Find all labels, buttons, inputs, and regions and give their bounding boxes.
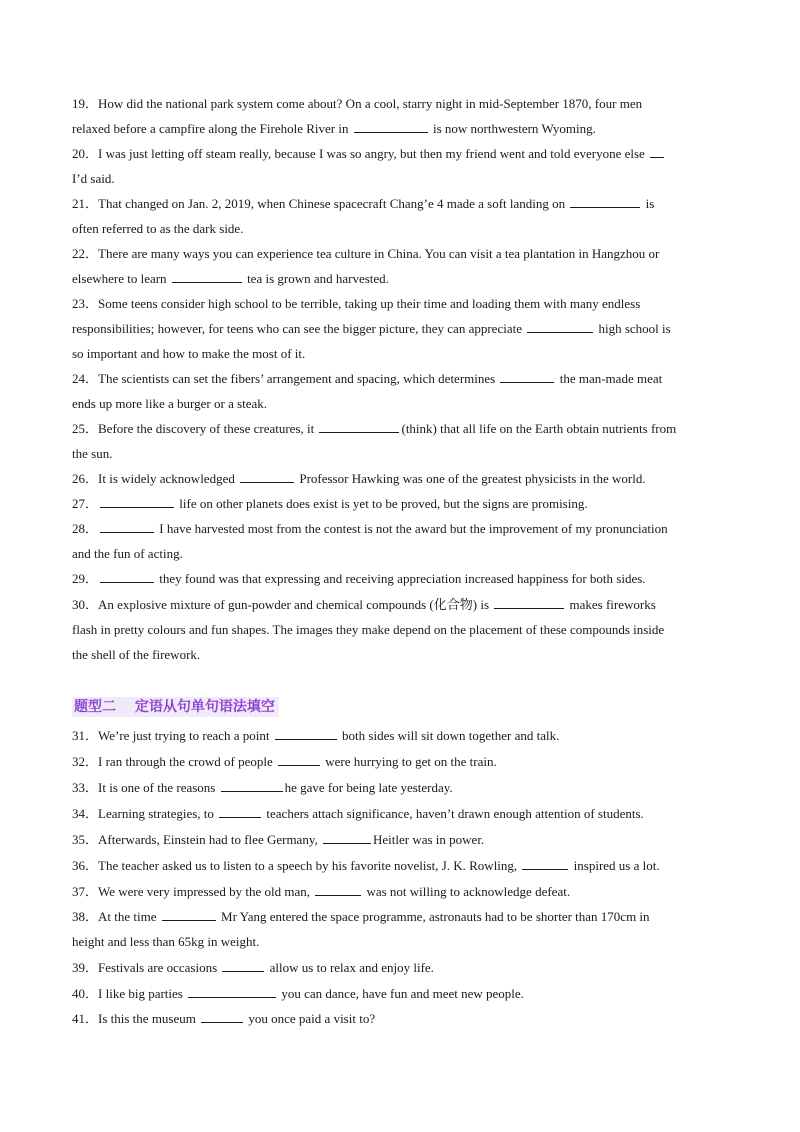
q21-number: 21． xyxy=(72,196,99,211)
q34-blank[interactable] xyxy=(219,806,261,818)
q27-blank[interactable] xyxy=(100,496,174,508)
q25-number: 25． xyxy=(72,421,99,436)
q41-line-1: 41．Is this the museum you once paid a visit to? xyxy=(72,1011,376,1026)
q20-number: 20． xyxy=(72,146,99,161)
q36-number: 36． xyxy=(72,858,99,873)
q32-number: 32． xyxy=(72,754,99,769)
q23-number: 23． xyxy=(72,296,99,311)
q37-line-1: 37．We were very impressed by the old man, was not willing to acknowledge defeat. xyxy=(72,884,571,899)
q37-blank[interactable] xyxy=(315,884,361,896)
q39-line-1: 39．Festivals are occasions allow us to relax and enjoy life. xyxy=(72,960,434,975)
q30-line-2: flash in pretty colours and fun shapes. The images they make depend on the placement of these compounds inside xyxy=(72,622,665,637)
q23-line-3: so important and how to make the most of it. xyxy=(72,346,306,361)
q27-number: 27． xyxy=(72,496,99,511)
q22-line-2: elsewhere to learn tea is grown and harvested. xyxy=(72,271,389,286)
q29-number: 29． xyxy=(72,571,99,586)
q36-line-1: 36．The teacher asked us to listen to a speech by his favorite novelist, J. K. Rowling, inspired us a lot. xyxy=(72,858,660,873)
q41-blank[interactable] xyxy=(201,1011,243,1023)
q28-line-2: and the fun of acting. xyxy=(72,546,183,561)
q33-blank[interactable] xyxy=(221,780,283,792)
q38-blank[interactable] xyxy=(162,909,216,921)
q32-line-1: 32．I ran through the crowd of people were hurrying to get on the train. xyxy=(72,754,497,769)
q24-line-2: ends up more like a burger or a steak. xyxy=(72,396,268,411)
q38-line-1: 38．At the time Mr Yang entered the space programme, astronauts had to be shorter than 170cm in xyxy=(72,909,650,924)
q22-line-1: 22．There are many ways you can experience tea culture in China. You can visit a tea plantation in Hangzhou or xyxy=(72,246,660,261)
q25-line-1: 25．Before the discovery of these creatures, it (think) that all life on the Earth obtain nutrients from xyxy=(72,421,677,436)
q31-line-1: 31．We’re just trying to reach a point both sides will sit down together and talk. xyxy=(72,728,560,743)
q24-number: 24． xyxy=(72,371,99,386)
q24-blank[interactable] xyxy=(500,371,554,383)
q23-line-1: 23．Some teens consider high school to be terrible, taking up their time and loading them with many endless xyxy=(72,296,641,311)
q40-blank[interactable] xyxy=(188,986,276,998)
q23-line-2: responsibilities; however, for teens who can see the bigger picture, they can appreciate high school is xyxy=(72,321,671,336)
q34-number: 34． xyxy=(72,806,99,821)
q21-line-2: often referred to as the dark side. xyxy=(72,221,244,236)
q26-blank[interactable] xyxy=(240,471,294,483)
q39-number: 39． xyxy=(72,960,99,975)
q21-blank[interactable] xyxy=(570,196,640,208)
q30-number: 30． xyxy=(72,597,99,612)
q31-blank[interactable] xyxy=(275,728,337,740)
q40-number: 40． xyxy=(72,986,99,1001)
q22-number: 22． xyxy=(72,246,99,261)
q28-blank[interactable] xyxy=(100,521,154,533)
q30-line-3: the shell of the firework. xyxy=(72,647,201,662)
section-heading: 题型二 定语从句单句语法填空 xyxy=(72,697,279,717)
q31-number: 31． xyxy=(72,728,99,743)
q33-number: 33． xyxy=(72,780,99,795)
q19-line-2: relaxed before a campfire along the Firehole River in is now northwestern Wyoming. xyxy=(72,121,596,136)
q20-blank[interactable] xyxy=(650,146,664,158)
q35-blank[interactable] xyxy=(323,832,371,844)
q40-line-1: 40．I like big parties you can dance, have fun and meet new people. xyxy=(72,986,524,1001)
q20-line-2: I’d said. xyxy=(72,171,115,186)
q29-blank[interactable] xyxy=(100,571,154,583)
q34-line-1: 34．Learning strategies, to teachers attach significance, haven’t drawn enough attention of students. xyxy=(72,806,644,821)
q22-blank[interactable] xyxy=(172,271,242,283)
q19-number: 19． xyxy=(72,96,99,111)
q35-number: 35． xyxy=(72,832,99,847)
q28-line-1: 28． I have harvested most from the contest is not the award but the improvement of my pronunciation xyxy=(72,521,668,536)
q24-line-1: 24．The scientists can set the fibers’ arrangement and spacing, which determines the man-made meat xyxy=(72,371,663,386)
q39-blank[interactable] xyxy=(222,960,264,972)
q38-number: 38． xyxy=(72,909,99,924)
q33-line-1: 33．It is one of the reasons he gave for being late yesterday. xyxy=(72,780,453,795)
q26-number: 26． xyxy=(72,471,99,486)
q37-number: 37． xyxy=(72,884,99,899)
q28-number: 28． xyxy=(72,521,99,536)
q19-line-1: 19．How did the national park system come about? On a cool, starry night in mid-September 1870, four men xyxy=(72,96,643,111)
q29-line-1: 29． they found was that expressing and receiving appreciation increased happiness for both sides. xyxy=(72,571,646,586)
q25-blank[interactable] xyxy=(319,421,399,433)
q38-line-2: height and less than 65kg in weight. xyxy=(72,934,260,949)
q35-line-1: 35．Afterwards, Einstein had to flee Germany, Heitler was in power. xyxy=(72,832,485,847)
q26-line-1: 26．It is widely acknowledged Professor Hawking was one of the greatest physicists in the world. xyxy=(72,471,646,486)
q21-line-1: 21．That changed on Jan. 2, 2019, when Chinese spacecraft Chang’e 4 made a soft landing on is xyxy=(72,196,655,211)
q41-number: 41． xyxy=(72,1011,99,1026)
q23-blank[interactable] xyxy=(527,321,593,333)
q30-line-1: 30．An explosive mixture of gun-powder and chemical compounds (化合物) is makes fireworks xyxy=(72,597,656,612)
q19-blank[interactable] xyxy=(354,121,428,133)
q25-line-2: the sun. xyxy=(72,446,113,461)
q20-line-1: 20．I was just letting off steam really, because I was so angry, but then my friend went and told everyone else xyxy=(72,146,666,162)
q27-line-1: 27． life on other planets does exist is yet to be proved, but the signs are promising. xyxy=(72,496,588,511)
q36-blank[interactable] xyxy=(522,858,568,870)
q30-blank[interactable] xyxy=(494,597,564,609)
q32-blank[interactable] xyxy=(278,754,320,766)
